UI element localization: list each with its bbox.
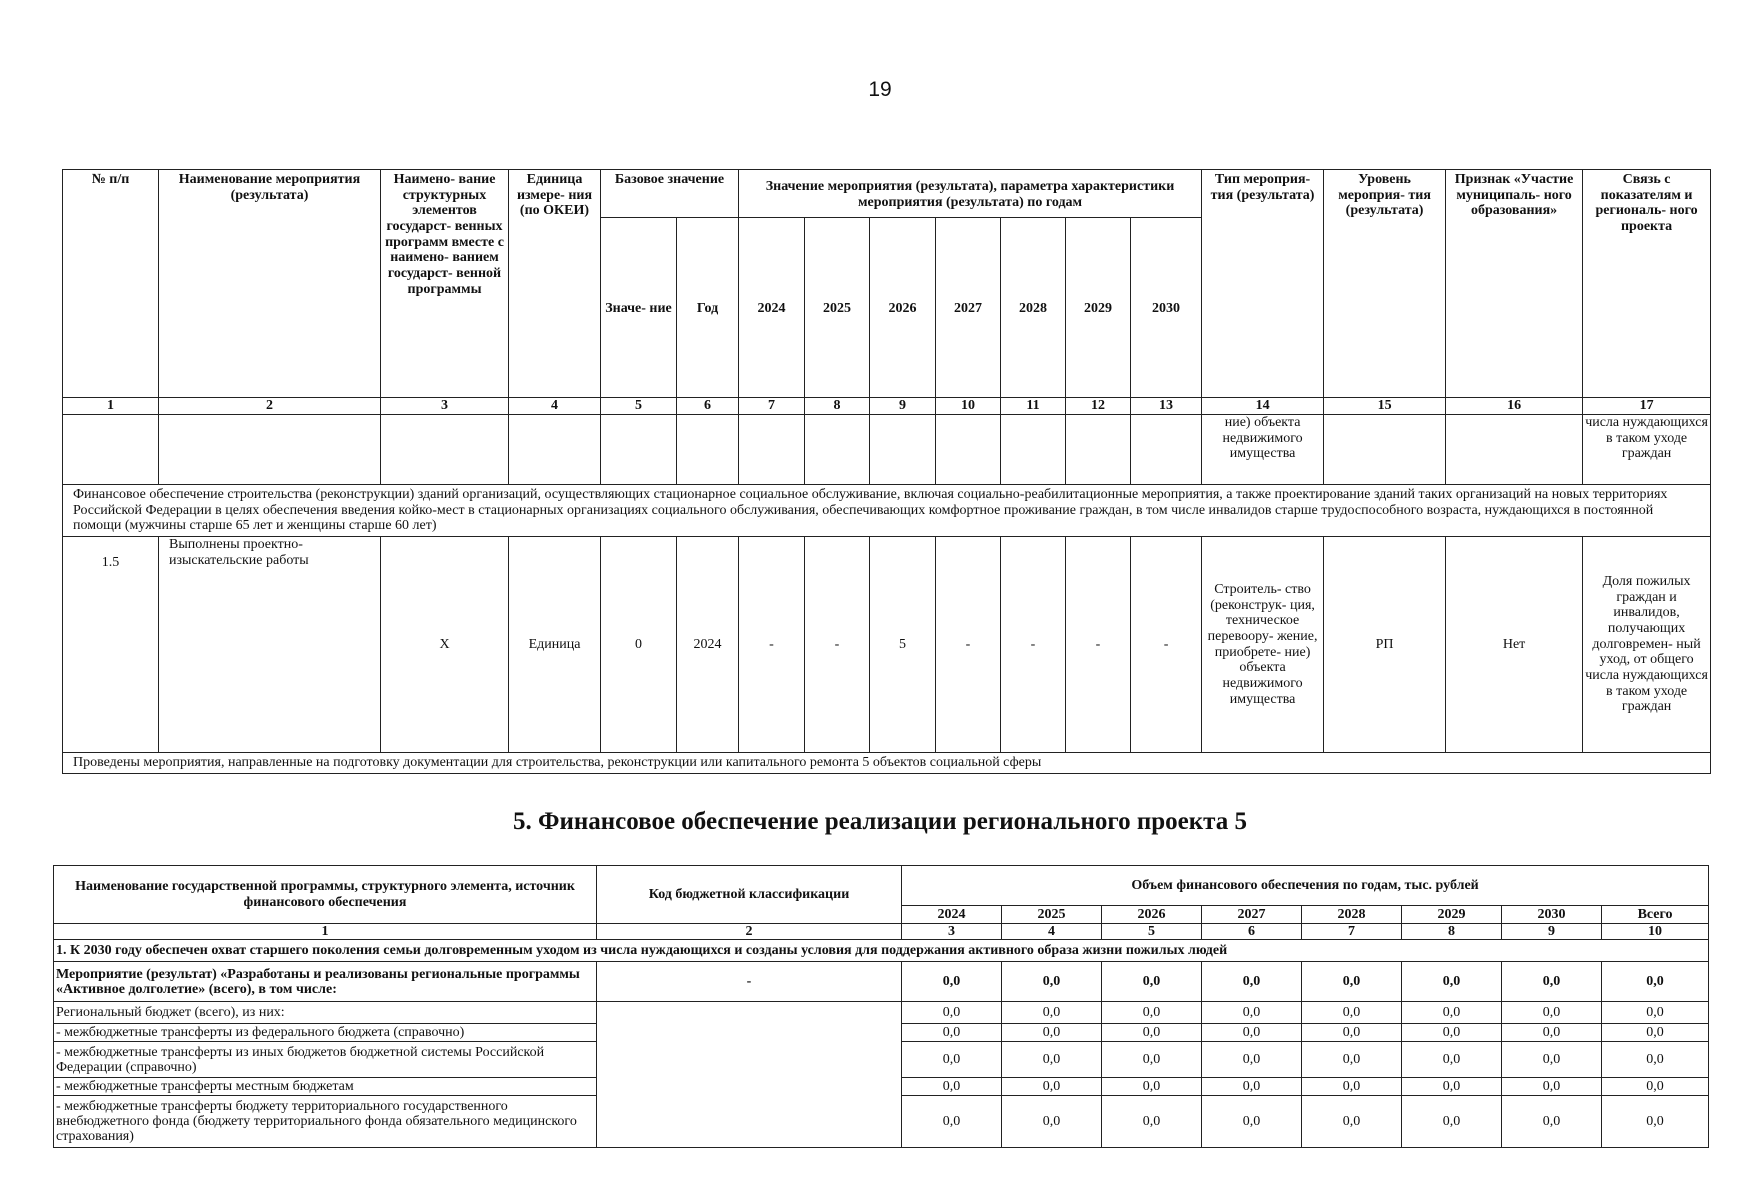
- header-values-by-year: Значение мероприятия (результата), параметра характеристики мероприятия (результата) по годам: [739, 170, 1202, 218]
- header-level: Уровень мероприя- тия (результата): [1324, 170, 1446, 398]
- fin-row-name: Мероприятие (результат) «Разработаны и реализованы региональные программы «Активное долголетие» (всего), в том числе:: [54, 962, 597, 1002]
- fin-value: 0,0: [1002, 962, 1102, 1002]
- header-unit: Единица измере- ния (по ОКЕИ): [509, 170, 601, 398]
- fin-row-name: - межбюджетные трансферты бюджету территориального государственного внебюджетного фонда (бюджету территориального фонда обязательного медицинского страхования): [54, 1096, 597, 1148]
- column-number: 9: [1502, 924, 1602, 940]
- row-number: 1.5: [63, 537, 159, 753]
- column-number: 16: [1446, 398, 1583, 415]
- column-number: 5: [601, 398, 677, 415]
- column-number: 17: [1583, 398, 1711, 415]
- fin-value: 0,0: [1302, 1024, 1402, 1042]
- fin-value: 0,0: [1202, 962, 1302, 1002]
- page-number: 19: [868, 78, 892, 101]
- fin-value: 0,0: [1102, 1042, 1202, 1078]
- header-municipal: Признак «Участие муниципаль- ного образования»: [1446, 170, 1583, 398]
- fin-value: 0,0: [1502, 1024, 1602, 1042]
- row-municipal: Нет: [1446, 537, 1583, 753]
- fin-value: 0,0: [902, 1024, 1002, 1042]
- fin-header-year: 2025: [1002, 906, 1102, 924]
- header-base-value-value: Значе- ние: [601, 218, 677, 398]
- row-type: Строитель- ство (реконструк- ция, техническое перевоору- жение, приобрете- ние) объекта недвижимого имущества: [1202, 537, 1324, 753]
- fin-header-year: 2028: [1302, 906, 1402, 924]
- column-number: 3: [381, 398, 509, 415]
- row-year-value: -: [1066, 537, 1131, 753]
- header-year: 2025: [805, 218, 870, 398]
- column-number: 7: [739, 398, 805, 415]
- fin-row-name: - межбюджетные трансферты местным бюджетам: [54, 1078, 597, 1096]
- row-year-value: -: [805, 537, 870, 753]
- fin-header-year: 2024: [902, 906, 1002, 924]
- header-base-year: Год: [677, 218, 739, 398]
- column-number: 2: [597, 924, 902, 940]
- fin-value: 0,0: [1202, 1002, 1302, 1024]
- row-link: Доля пожилых граждан и инвалидов, получающих долговремен- ный уход, от общего числа нуждающихся в таком уходе граждан: [1583, 537, 1711, 753]
- column-number: 5: [1102, 924, 1202, 940]
- fin-value: 0,0: [1302, 1042, 1402, 1078]
- column-number: 9: [870, 398, 936, 415]
- fin-row: [54, 1002, 1709, 1024]
- fin-value: 0,0: [1302, 962, 1402, 1002]
- fin-row-name: - межбюджетные трансферты из иных бюджетов бюджетной системы Российской Федерации (справочно): [54, 1042, 597, 1078]
- fin-value: 0,0: [1102, 962, 1202, 1002]
- column-number: 4: [1002, 924, 1102, 940]
- column-number: 6: [677, 398, 739, 415]
- header-year: 2028: [1001, 218, 1066, 398]
- row-year-value: -: [1131, 537, 1202, 753]
- fin-value: 0,0: [902, 962, 1002, 1002]
- continuation-type: ние) объекта недвижимого имущества: [1202, 415, 1324, 485]
- continuation-row: [63, 415, 1711, 485]
- fin-header-year: 2029: [1402, 906, 1502, 924]
- fin-column-numbers-row: [54, 924, 1709, 940]
- column-number: 1: [63, 398, 159, 415]
- column-number: 13: [1131, 398, 1202, 415]
- fin-row-name: Региональный бюджет (всего), из них:: [54, 1002, 597, 1024]
- column-number: 11: [1001, 398, 1066, 415]
- header-year: 2030: [1131, 218, 1202, 398]
- header-base-value: Базовое значение: [601, 170, 739, 218]
- fin-header-row-1: [54, 866, 1709, 906]
- fin-value: 0,0: [1002, 1096, 1102, 1148]
- fin-value: 0,0: [1502, 1096, 1602, 1148]
- column-number: 8: [1402, 924, 1502, 940]
- fin-value: 0,0: [902, 1002, 1002, 1024]
- header-no: № п/п: [63, 170, 159, 398]
- fin-row: [54, 962, 1709, 1002]
- row-name: Выполнены проектно-изыскательские работы: [159, 537, 381, 753]
- fin-value: 0,0: [1602, 962, 1709, 1002]
- fin-value: 0,0: [1102, 1078, 1202, 1096]
- column-number: 4: [509, 398, 601, 415]
- fin-value: 0,0: [1602, 1042, 1709, 1078]
- header-row-1: [63, 170, 1711, 218]
- fin-value: 0,0: [1502, 1078, 1602, 1096]
- fin-value: 0,0: [1502, 1042, 1602, 1078]
- fin-header-year: 2027: [1202, 906, 1302, 924]
- column-number: 6: [1202, 924, 1302, 940]
- fin-goal: 1. К 2030 году обеспечен охват старшего поколения семьи долговременным уходом из числа нуждающихся и созданы условия для поддержания активного образа жизни пожилых людей: [54, 940, 1709, 962]
- fin-value: 0,0: [1402, 1078, 1502, 1096]
- fin-value: 0,0: [1102, 1096, 1202, 1148]
- fin-value: 0,0: [1302, 1078, 1402, 1096]
- fin-value: 0,0: [1402, 1096, 1502, 1148]
- fin-row-code: -: [597, 962, 902, 1002]
- column-number: 10: [936, 398, 1001, 415]
- row-base-year: 2024: [677, 537, 739, 753]
- fin-header-code: Код бюджетной классификации: [597, 866, 902, 924]
- fin-header-total: Всего: [1602, 906, 1709, 924]
- fin-row-name: - межбюджетные трансферты из федерального бюджета (справочно): [54, 1024, 597, 1042]
- financing-table: [53, 865, 1709, 1148]
- fin-value: 0,0: [902, 1078, 1002, 1096]
- header-year: 2027: [936, 218, 1001, 398]
- header-year: 2029: [1066, 218, 1131, 398]
- fin-goal-row: [54, 940, 1709, 962]
- column-number: 1: [54, 924, 597, 940]
- column-number: 14: [1202, 398, 1324, 415]
- fin-value: 0,0: [1402, 962, 1502, 1002]
- section-heading-row: [63, 485, 1711, 537]
- row-year-value: -: [1001, 537, 1066, 753]
- fin-value: 0,0: [1602, 1002, 1709, 1024]
- fin-value: 0,0: [1202, 1096, 1302, 1148]
- fin-value: 0,0: [1402, 1024, 1502, 1042]
- fin-header-volume: Объем финансового обеспечения по годам, тыс. рублей: [902, 866, 1709, 906]
- fin-value: 0,0: [1202, 1078, 1302, 1096]
- row-year-value: 5: [870, 537, 936, 753]
- row-year-value: -: [739, 537, 805, 753]
- fin-value: 0,0: [902, 1096, 1002, 1148]
- fin-header-name: Наименование государственной программы, структурного элемента, источник финансового обеспечения: [54, 866, 597, 924]
- fin-header-year: 2030: [1502, 906, 1602, 924]
- fin-value: 0,0: [1602, 1024, 1709, 1042]
- fin-value: 0,0: [1402, 1002, 1502, 1024]
- header-link: Связь с показателям и региональ- ного проекта: [1583, 170, 1711, 398]
- column-number: 3: [902, 924, 1002, 940]
- row-base-value: 0: [601, 537, 677, 753]
- fin-value: 0,0: [1202, 1042, 1302, 1078]
- fin-value: 0,0: [1502, 1002, 1602, 1024]
- header-name: Наименование мероприятия (результата): [159, 170, 381, 398]
- fin-value: 0,0: [1302, 1096, 1402, 1148]
- column-number: 10: [1602, 924, 1709, 940]
- row-level: РП: [1324, 537, 1446, 753]
- fin-value: 0,0: [1102, 1002, 1202, 1024]
- row-structural-element: X: [381, 537, 509, 753]
- continuation-link: числа нуждающихся в таком уходе граждан: [1583, 415, 1711, 485]
- fin-value: 0,0: [1002, 1024, 1102, 1042]
- column-number: 2: [159, 398, 381, 415]
- row-year-value: -: [936, 537, 1001, 753]
- fin-value: 0,0: [1502, 962, 1602, 1002]
- fin-value: 0,0: [1402, 1042, 1502, 1078]
- fin-value: 0,0: [902, 1042, 1002, 1078]
- column-number: 7: [1302, 924, 1402, 940]
- result-row: [63, 537, 1711, 753]
- footnote: Проведены мероприятия, направленные на подготовку документации для строительства, реконструкции или капитального ремонта 5 объектов социальной сферы: [63, 753, 1711, 774]
- column-numbers-row: [63, 398, 1711, 415]
- header-year: 2024: [739, 218, 805, 398]
- section-heading: Финансовое обеспечение строительства (реконструкции) зданий организаций, осуществляющих стационарное социальное обслуживание, включая социально-реабилитационные мероприятия, а также проектирование зданий таких организаций на новых территориях Российской Федерации в целях обеспечения введения койко-мест в стационарных организациях социального обслуживания, обеспечивающих комфортное проживание граждан, в том числе инвалидов старше трудоспособного возраста, нуждающихся в постоянной помощи (мужчины старше 65 лет и женщины старше 60 лет): [63, 485, 1711, 537]
- fin-value: 0,0: [1602, 1078, 1709, 1096]
- section-title: 5. Финансовое обеспечение реализации регионального проекта 5: [512, 808, 1248, 835]
- footnote-row: [63, 753, 1711, 774]
- row-unit: Единица: [509, 537, 601, 753]
- fin-value: 0,0: [1002, 1042, 1102, 1078]
- fin-value: 0,0: [1002, 1002, 1102, 1024]
- fin-header-year: 2026: [1102, 906, 1202, 924]
- fin-code-empty: [597, 1002, 902, 1148]
- fin-value: 0,0: [1002, 1078, 1102, 1096]
- column-number: 8: [805, 398, 870, 415]
- fin-value: 0,0: [1102, 1024, 1202, 1042]
- column-number: 12: [1066, 398, 1131, 415]
- column-number: 15: [1324, 398, 1446, 415]
- fin-value: 0,0: [1202, 1024, 1302, 1042]
- fin-value: 0,0: [1602, 1096, 1709, 1148]
- fin-value: 0,0: [1302, 1002, 1402, 1024]
- header-structural-elements: Наимено- вание структурных элементов государст- венных программ вместе с наимено- ванием государст- венной программы: [381, 170, 509, 398]
- header-year: 2026: [870, 218, 936, 398]
- results-table: [62, 169, 1711, 774]
- header-type: Тип мероприя- тия (результата): [1202, 170, 1324, 398]
